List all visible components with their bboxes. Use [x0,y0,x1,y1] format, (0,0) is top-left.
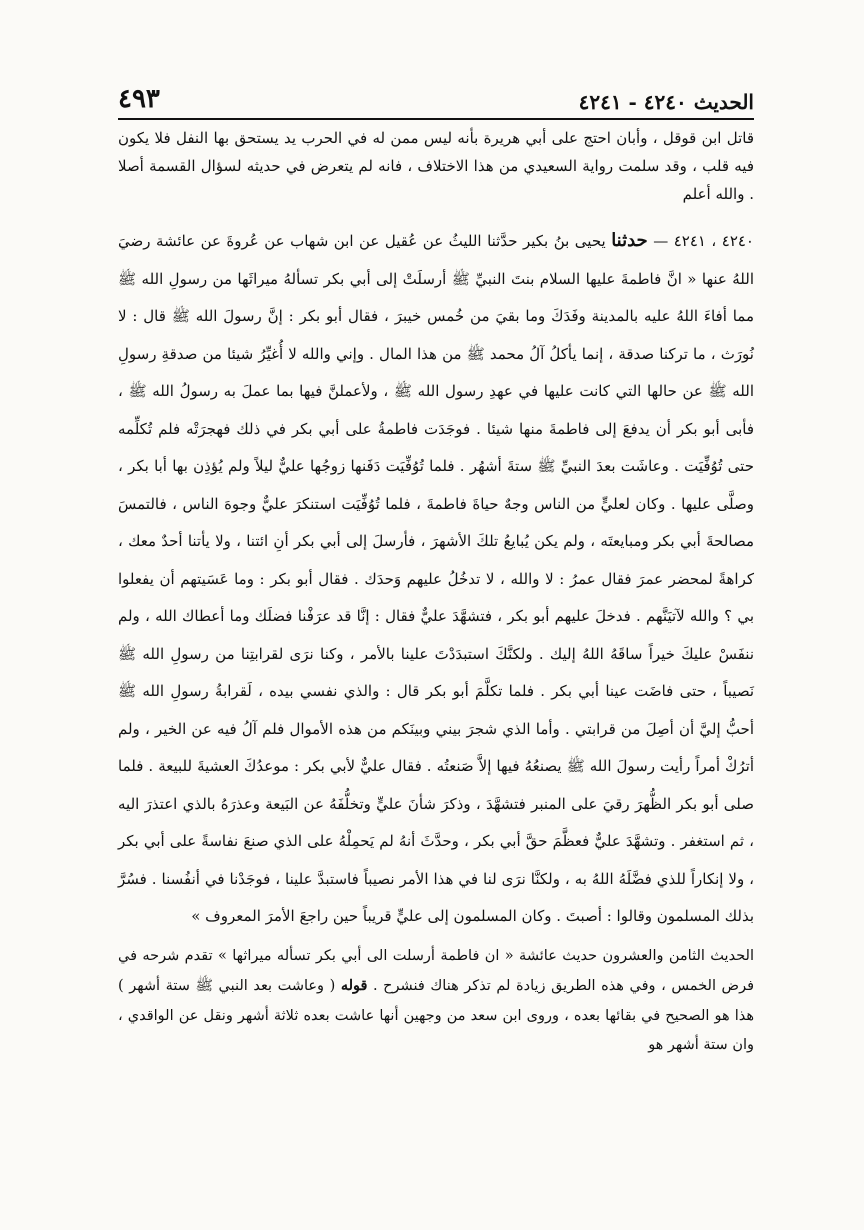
commentary-continuation: ( وعاشت بعد النبي ﷺ ستة أشهر ) هذا هو الصحيح في بقائها بعده ، وروى ابن سعد من وجهين أنها عاشت بعده ثلاثة أشهر ونقل عن الواقدي ، وان ستة أشهر هو [118,978,754,1053]
qawluhu-label: قوله [340,977,368,994]
running-header [118,80,754,114]
hadith-text [118,222,754,936]
page-number: ٤٩٣ [118,84,160,114]
haddathana-lead: حدثنا [611,230,648,251]
commentary-intro: الحديث الثامن والعشرون حديث عائشة « ان فاطمة أرسلت الى أبي بكر تسأله ميراثها » تقدم شرحه في فرض الخمس ، وفي هذه الطريق زيادة لم تذكر هناك فنشرح . [118,947,755,994]
hadith-number: ٤٢٤٠ ، ٤٢٤١ — [653,232,754,250]
commentary-paragraph-2 [118,942,754,1061]
header-title: الحديث ٤٢٤٠ - ٤٢٤١ [578,90,754,114]
hadith-body: يحيى بنُ بكير حدَّثنا الليثُ عن عُقيل عن ابن شهاب عن عُروةَ عن عائشة رضيَ اللهُ عنها « انَّ فاطمةَ عليها السلام بنتَ النبيِّ ﷺ أرسلَتْ إلى أبي بكر تسألهُ ميراثَها من رسولِ الله ﷺ مما أفاءَ اللهُ عليه بالمدينة وفَدَكَ وما بقيَ من خُمس خيبرَ ، فقال أبو بكر : إنَّ رسولَ الله ﷺ قال : لا نُورَث ، ما تركنا صدقة ، إنما يأكلُ آلُ محمد ﷺ من هذا المال . وإني والله لا أُغيِّرُ شيئا من صدقةِ رسولِ الله ﷺ عن حالها التي كانت عليها في عهدِ رسول الله ﷺ ، ولأعملنَّ فيها بما عملَ به رسولُ الله ﷺ ، فأبى أبو بكر أن يدفعَ إلى فاطمةَ منها شيئا . فوجَدَت فاطمةُ على أبي بكر في ذلك فهجرَتْه فلم تُكلِّمه حتى تُوُفِّيَت . وعاشَت بعدَ النبيِّ ﷺ ستةَ أشهُر . فلما تُوُفِّيَت دَفَنها زوجُها عليٌّ ليلاً ولم يُؤذِن بها أبا بكر ، وصلَّى عليها . وكان لعليٍّ من الناس وجهٌ حياةَ فاطمةَ ، فلما تُوُفِّيَت استنكرَ عليٌّ وجوهَ الناس ، فالتمسَ مصالحةَ أبي بكر ومبايعتَه ، ولم يكن يُبايعُ تلكَ الأشهرَ ، فأرسلَ إلى أبي بكر أنِ ائتنا ، ولا يأتنا أحدٌ معك ، كراهةً لمحضر عمرَ فقال عمرُ : لا والله ، لا تدخُلُ عليهم وَحدَك . فقال أبو بكر : وما عَسَيتهم أن يفعلوا بي ؟ والله لآتيَنَّهم . فدخلَ عليهم أبو بكر ، فتشهَّدَ عليٌّ فقال : إنَّا قد عرَفْنا فضلَك وما أعطاك الله ، ولم ننفَسْ عليكَ خيراً ساقَهُ اللهُ إليك . ولكنَّكَ استبدَدْتَ علينا بالأمر ، وكنا نرَى لقرابتِنا من رسولِ الله ﷺ نَصيباً ، حتى فاضَت عينا أبي بكر . فلما تكلَّمَ أبو بكر قال : والذي نفسي بيده ، لَقرابةُ رسولِ الله ﷺ أحبُّ إليَّ أن أصِلَ من قرابتي . وأما الذي شجرَ بيني وبينَكم من هذه الأموال فلم آلُ فيه عن الخير ، ولم أترُكْ أمراً رأيت رسولَ الله ﷺ يصنعُهُ فيها إلاَّ صَنعتُه . فقال عليٌّ لأبي بكر : موعدُكَ العشيةَ للبيعة . فلما صلى أبو بكر الظُّهرَ رقيَ على المنبر فتشهَّدَ ، وذكرَ شأنَ عليٍّ وتخلُّفَهُ عن البَيعة وعذرَهُ بالذي اعتذرَ اليه ، ثم استغفر . وتشهَّدَ عليٌّ فعظَّمَ حقَّ أبي بكر ، وحدَّثَ أنهُ لم يَحمِلْهُ على الذي صنعَ نفاسةً على أبي بكر ، ولا إنكاراً للذي فضَّلَهُ اللهُ به ، ولكنَّا نرَى لنا في هذا الأمر نصيباً فاستبدَّ علينا ، فوجَدْنا في أنفُسنا . فسُرَّ بذلك المسلمون وقالوا : أصبتَ . وكان المسلمون إلى عليٍّ قريباً حين راجعَ الأمرَ المعروف » [118,232,754,925]
page-body [118,124,754,1150]
commentary-paragraph-1: قاتل ابن قوقل ، وأبان احتج على أبي هريرة بأنه ليس ممن له في الحرب يد يستحق بها النفل فلا يكون فيه قلب ، وقد سلمت رواية السعيدي من هذا الاختلاف ، فانه لم يتعرض في حديثه لسؤال القسمة أصلا . والله أعلم [118,129,754,203]
header-rule [118,118,754,120]
